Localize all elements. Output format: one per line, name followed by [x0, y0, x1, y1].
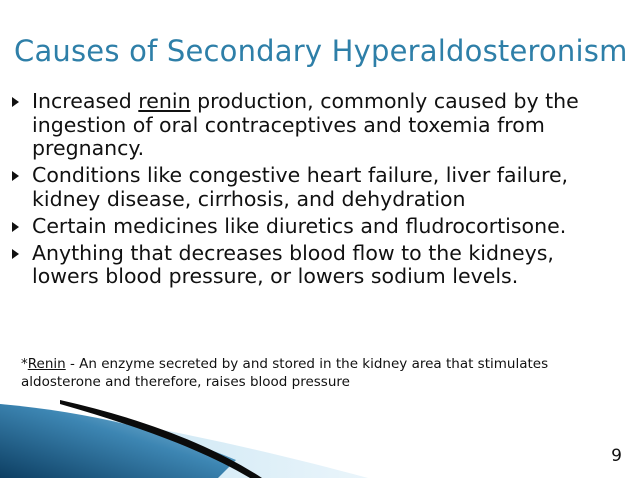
footnote-asterisk: *: [21, 356, 28, 372]
renin-term: renin: [138, 89, 191, 113]
bullet-text: Conditions like congestive heart failure, liver failure, kidney disease, cirrhosis, and dehydration: [32, 163, 569, 211]
bullet-text: Anything that decreases blood flow to the kidneys, lowers blood pressure, or lowers sodium levels.: [32, 240, 554, 288]
footnote-term: Renin: [27, 356, 66, 372]
slide-title: Causes of Secondary Hyperaldosteronism: [14, 34, 628, 68]
footnote-text: - An enzyme secreted by and stored in the kidney area that stimulates aldosterone and therefore, raises blood pressure: [21, 356, 549, 390]
page-number: 9: [611, 446, 622, 466]
bullet-text-after: production, commonly caused by the ingestion of oral contraceptives and toxemia from pregnancy.: [32, 89, 579, 160]
bullet-text: Certain medicines like diuretics and fludrocortisone.: [32, 213, 567, 238]
bullet-text-before: Increased: [32, 89, 139, 113]
